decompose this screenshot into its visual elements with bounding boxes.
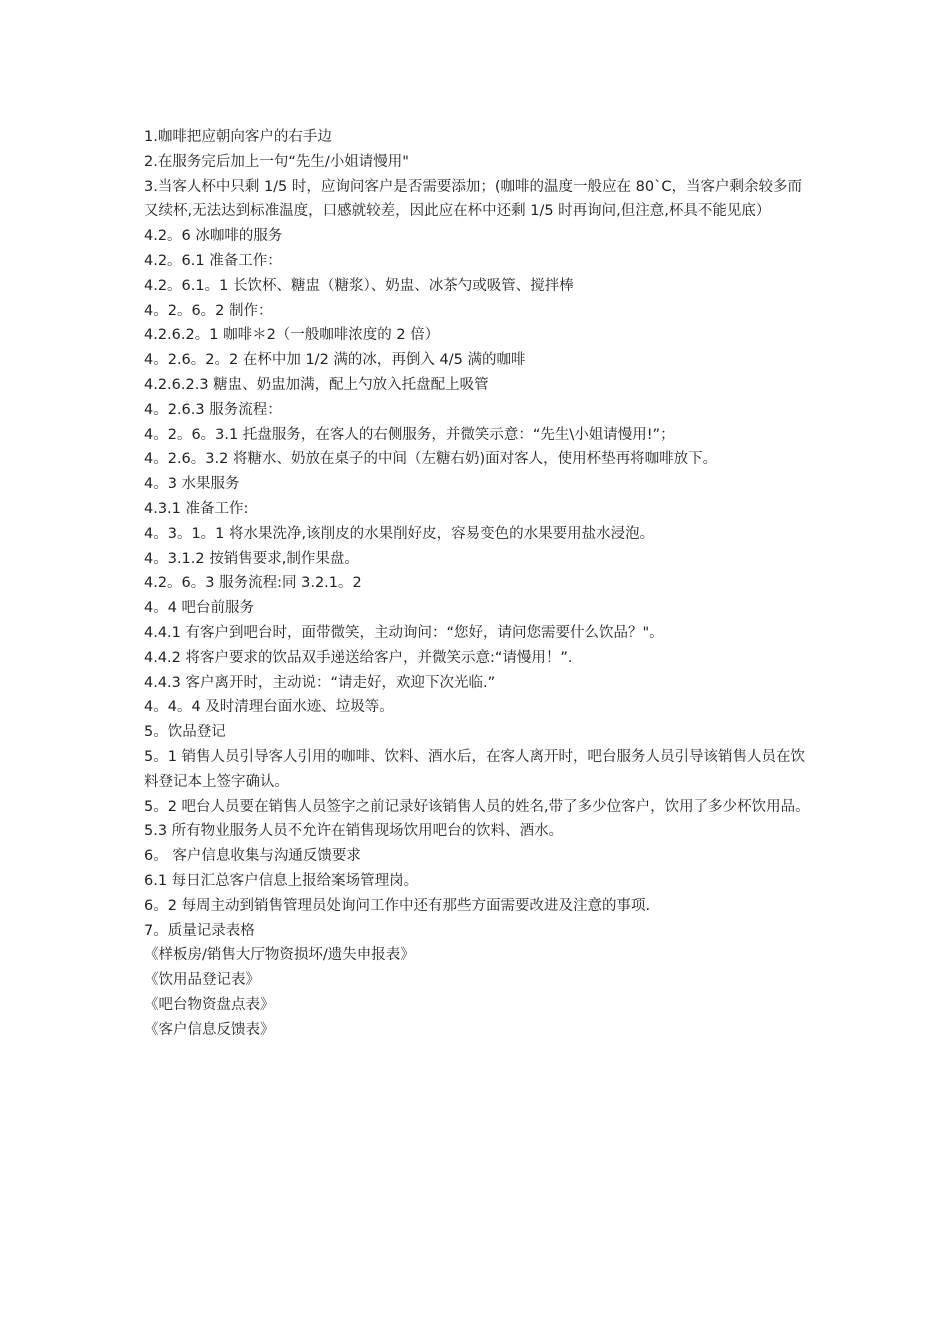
document-body [144, 125, 814, 1042]
text-line: 4。2。6。2 制作： [144, 302, 273, 319]
text-paragraph: 5。2 吧台人员要在销售人员签字之前记录好该销售人员的姓名,带了多少位客户，饮用了多少杯饮用品。 [144, 798, 810, 815]
text-line: 4。2.6。2。2 在杯中加 1/2 满的冰，再倒入 4/5 满的咖啡 [144, 352, 526, 369]
section-heading: 7。质量记录表格 [144, 922, 255, 939]
text-paragraph: 3.当客人杯中只剩 1/5 时，应询问客户是否需要添加；(咖啡的温度一般应在 80`C，当客户剩余较多而又续杯,无法达到标准温度，口感就较差，因此应在杯中还剩 1/5 时再询问,但注意,杯具不能见底） [144, 178, 802, 220]
text-paragraph: 5。1 销售人员引导客人引用的咖啡、饮料、酒水后，在客人离开时，吧台服务人员引导该销售人员在饮料登记本上签字确认。 [144, 748, 806, 790]
text-line: 4。2。6。3.1 托盘服务，在客人的右侧服务，并微笑示意：“先生\小姐请慢用!”； [144, 426, 675, 443]
text-line: 4。3。1。1 将水果洗净,该削皮的水果削好皮，容易变色的水果要用盐水浸泡。 [144, 525, 655, 542]
text-line: 4.3.1 准备工作: [144, 500, 249, 517]
text-line: 5.3 所有物业服务人员不允许在销售现场饮用吧台的饮料、酒水。 [144, 823, 564, 840]
section-heading: 6。 客户信息收集与沟通反馈要求 [144, 848, 361, 865]
text-line: 4.2.6.2.3 糖盅、奶盅加满，配上勺放入托盘配上吸管 [144, 376, 489, 393]
text-line: 4.2。6。3 服务流程:同 3.2.1。2 [144, 575, 362, 592]
section-heading: 4。3 水果服务 [144, 476, 240, 493]
text-line: 1.咖啡把应朝向客户的右手边 [144, 129, 332, 145]
text-line: 4.4.1 有客户到吧台时，面带微笑，主动询问：“您好，请问您需要什么饮品？"。 [144, 624, 664, 641]
text-line: 4.4.3 客户离开时，主动说：“请走好，欢迎下次光临.” [144, 674, 496, 691]
section-heading: 4.2。6 冰咖啡的服务 [144, 228, 283, 245]
text-line: 4.2。6.1 准备工作： [144, 252, 282, 269]
text-line: 4。2.6。3.2 将糖水、奶放在桌子的中间（左糖右奶)面对客人，使用杯垫再将咖啡放下。 [144, 451, 718, 468]
form-title: 《样板房/销售大厅物资损坏/遗失申报表》 [144, 947, 415, 964]
text-line: 4。2.6.3 服务流程： [144, 401, 282, 418]
text-line: 6.1 每日汇总客户信息上报给案场管理岗。 [144, 872, 419, 889]
form-title: 《吧台物资盘点表》 [144, 996, 275, 1013]
section-heading: 5。饮品登记 [144, 724, 226, 741]
text-line: 4。3.1.2 按销售要求,制作果盘。 [144, 550, 359, 567]
form-title: 《饮用品登记表》 [144, 972, 260, 989]
text-line: 4.2。6.1。1 长饮杯、糖盅（糖浆）、奶盅、冰茶勺或吸管、搅拌棒 [144, 277, 574, 294]
text-line: 2.在服务完后加上一句“先生/小姐请慢用" [144, 153, 409, 170]
text-line: 4。4。4 及时清理台面水迹、垃圾等。 [144, 699, 394, 716]
text-line: 6。2 每周主动到销售管理员处询问工作中还有那些方面需要改进及注意的事项. [144, 897, 651, 914]
text-line: 4.2.6.2。1 咖啡＊2（一般咖啡浓度的 2 倍） [144, 327, 440, 344]
form-title: 《客户信息反馈表》 [144, 1021, 275, 1038]
section-heading: 4。4 吧台前服务 [144, 600, 255, 617]
text-line: 4.4.2 将客户要求的饮品双手递送给客户，并微笑示意:“请慢用！”. [144, 649, 573, 666]
